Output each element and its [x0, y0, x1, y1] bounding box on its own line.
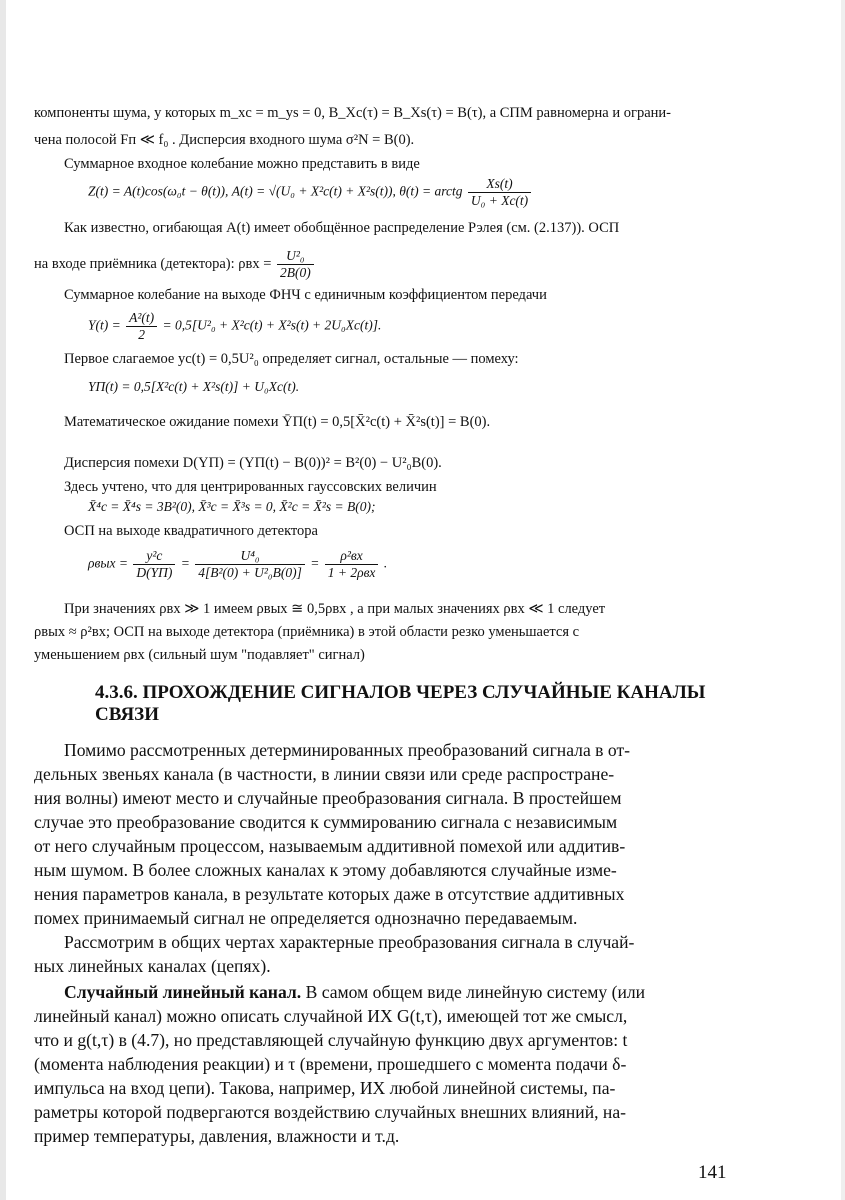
text: В самом общем виде линейную систему (или — [301, 982, 646, 1002]
equation-text: = 0,5[U²₀ + X²c(t) + X²s(t) + 2U₀Xc(t)]. — [162, 317, 382, 333]
paragraph-line: ния волны) имеют место и случайные преобразования сигнала. В простейшем — [34, 788, 622, 808]
denominator: D(YП) — [136, 565, 173, 580]
text-line: ОСП на выходе квадратичного детектора — [64, 523, 318, 539]
run-in-heading: Случайный линейный канал. — [64, 982, 302, 1002]
equals-sign: = — [180, 555, 190, 571]
denominator: 2B(0) — [280, 265, 311, 280]
paragraph-line — [64, 980, 645, 1004]
paragraph-line: дельных звеньях канала (в частности, в линии связи или среде распростране- — [34, 764, 615, 784]
text-line: Первое слагаемое yc(t) = 0,5U²₀ определяет сигнал, остальные — помеху: — [64, 351, 519, 367]
numerator: U⁴₀ — [195, 548, 305, 565]
text-line: При значениях ρвх ≫ 1 имеем ρвых ≅ 0,5ρвх , а при малых значениях ρвх ≪ 1 следует — [64, 601, 606, 617]
numerator: A²(t) — [126, 310, 157, 327]
equation-rho-out — [88, 548, 387, 581]
paragraph-line: Рассмотрим в общих чертах характерные преобразования сигнала в случай- — [64, 932, 635, 952]
fraction — [195, 548, 305, 581]
paragraph-line: помех принимаемый сигнал не определяется однозначно передаваемым. — [34, 908, 578, 928]
paragraph-line: линейный канал) можно описать случайной ИХ G(t,τ), имеющей тот же смысл, — [34, 1006, 628, 1026]
scan-edge-right — [841, 0, 845, 1200]
numerator: ρ²вх — [325, 548, 379, 565]
text-line: Математическое ожидание помехи ȲП(t) = 0,5[X̄²c(t) + X̄²s(t)] = B(0). — [64, 414, 491, 430]
numerator: Xs(t) — [468, 176, 531, 193]
text-line: уменьшением ρвх (сильный шум "подавляет" сигнал) — [34, 647, 365, 663]
equation-yp: YП(t) = 0,5[X²c(t) + X²s(t)] + U₀Xc(t). — [88, 379, 300, 394]
period: . — [383, 555, 388, 571]
section-heading — [95, 682, 755, 726]
numerator: y²c — [133, 548, 175, 565]
text-line: компоненты шума, у которых m_xc = m_ys = 0, B_Xc(τ) = B_Xs(τ) = B(τ), а СПМ равномерна и ограни- — [34, 105, 671, 121]
denominator: U₀ + Xc(t) — [470, 193, 529, 208]
fraction — [126, 310, 157, 343]
fraction — [277, 248, 314, 281]
paragraph-line: что и g(t,τ) в (4.7), но представляющей случайную функцию двух аргументов: t — [34, 1030, 628, 1050]
denominator: 2 — [138, 327, 146, 342]
paragraph-line: пример температуры, давления, влажности и т.д. — [34, 1126, 400, 1146]
text-line: Суммарное входное колебание можно представить в виде — [64, 156, 420, 172]
heading-line: СВЯЗИ — [95, 704, 159, 725]
paragraph-line: Помимо рассмотренных детерминированных преобразований сигнала в от- — [64, 740, 630, 760]
numerator: U²₀ — [277, 248, 314, 265]
text-line: ρвых ≈ ρ²вх; ОСП на выходе детектора (приёмника) в этой области резко уменьшается с — [34, 624, 580, 640]
paragraph-line: ных линейных каналах (цепях). — [34, 956, 271, 976]
paragraph-line: импульса на вход цепи). Такова, например, ИХ любой линейной системы, па- — [34, 1078, 616, 1098]
denominator: 4[B²(0) + U²₀B(0)] — [198, 565, 302, 580]
equation-z — [88, 176, 533, 209]
fraction — [133, 548, 175, 581]
equals-sign: = — [310, 555, 320, 571]
equation-text: Z(t) = A(t)cos(ω₀t − θ(t)), A(t) = √(U₀ + X²c(t) + X²s(t)), θ(t) = arctg — [88, 183, 463, 199]
equation-y — [88, 310, 381, 343]
text-line: Здесь учтено, что для центрированных гауссовских величин — [64, 479, 437, 495]
paragraph-line: раметры которой подвергаются воздействию случайных внешних влияний, на- — [34, 1102, 626, 1122]
text-line-with-formula — [34, 248, 316, 281]
paragraph-line: случае это преобразование сводится к суммированию сигнала с независимым — [34, 812, 618, 832]
equation-text: ρвых = — [88, 555, 128, 571]
text-line: Дисперсия помехи D(YП) = (YП(t) − B(0))² = B²(0) − U²₀B(0). — [64, 455, 442, 471]
equation-text: Y(t) = — [88, 317, 121, 333]
denominator: 1 + 2ρвх — [327, 565, 376, 580]
page-number: 141 — [698, 1162, 727, 1183]
fraction — [325, 548, 379, 581]
paragraph-line: ным шумом. В более сложных каналах к этому добавляются случайные изме- — [34, 860, 617, 880]
paragraph-line: от него случайным процессом, называемым аддитивной помехой или аддитив- — [34, 836, 626, 856]
text: на входе приёмника (детектора): ρвх = — [34, 255, 272, 272]
heading-line: 4.3.6. ПРОХОЖДЕНИЕ СИГНАЛОВ ЧЕРЕЗ СЛУЧАЙНЫЕ КАНАЛЫ — [95, 682, 706, 703]
text-line: Суммарное колебание на выходе ФНЧ с единичным коэффициентом передачи — [64, 287, 547, 303]
text-line: чена полосой Fп ≪ f₀ . Дисперсия входного шума σ²N = B(0). — [34, 132, 415, 148]
paragraph-line: (момента наблюдения реакции) и τ (времени, прошедшего с момента подачи δ- — [34, 1054, 627, 1074]
scan-edge-left — [0, 0, 6, 1200]
fraction — [468, 176, 531, 209]
paragraph-line: нения параметров канала, в результате которых даже в отсутствие аддитивных — [34, 884, 625, 904]
equation-moments: X̄⁴c = X̄⁴s = 3B²(0), X̄³c = X̄³s = 0, X̄²c = X̄²s = B(0); — [88, 499, 376, 514]
text-line: Как известно, огибающая A(t) имеет обобщённое распределение Рэлея (см. (2.137)). ОСП — [64, 220, 620, 236]
